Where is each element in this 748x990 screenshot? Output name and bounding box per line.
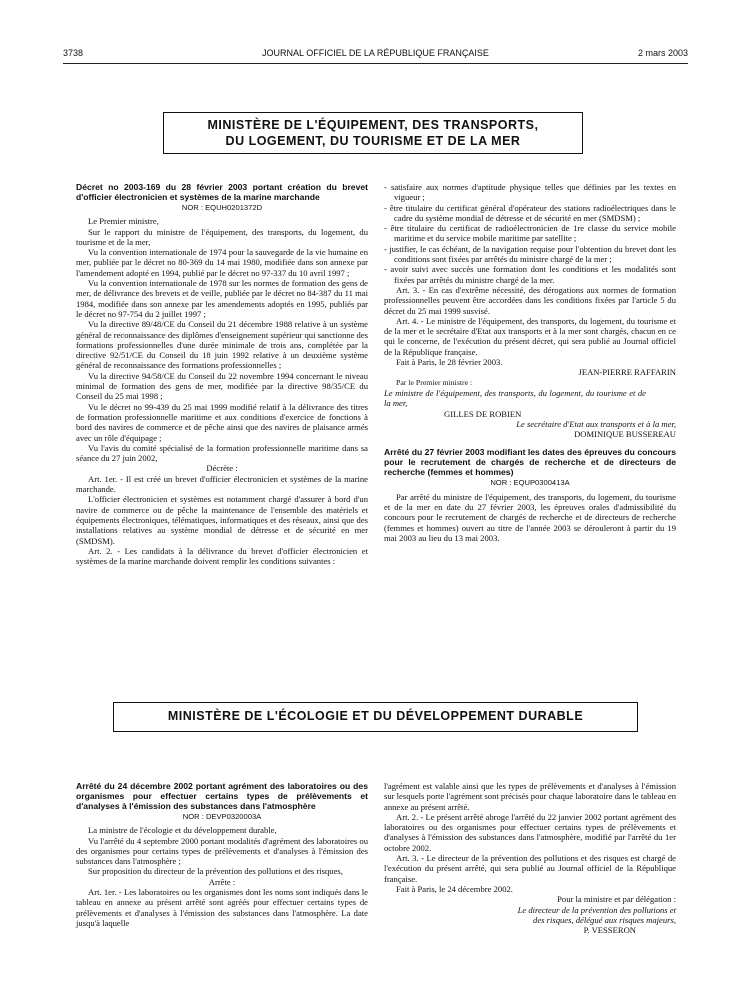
- journal-title: JOURNAL OFFICIEL DE LA RÉPUBLIQUE FRANÇAISE: [262, 48, 489, 58]
- paragraph: L'officier électronicien et systèmes est notamment chargé d'assurer à bord d'un navire de commerce ou de pêche la maintenance de l'ensemble des matériels et équipements électroniques, télématiques, informatiques et des réseaux, ainsi que des installations relatives au système mondial de détresse et de sécurité en mer (SMDSM).: [76, 494, 368, 546]
- column-left-1: [76, 182, 368, 566]
- paragraph: Vu la convention internationale de 1978 sur les normes de formation des gens de mer, de délivrance des brevets et de veille, publiée par le décret no 84-387 du 11 mai 1984, modifiée dans son annexe par les amendements adoptés en 1995, publiés par le décret no 97-754 du 2 juillet 1997 ;: [76, 278, 368, 319]
- condition-item: - être titulaire du certificat général d'opérateur des stations radioélectriques dans le cadre du système mondial de détresse et de sécurité en mer (SMDSM) ;: [384, 202, 676, 223]
- signature-secretary: DOMINIQUE BUSSEREAU: [574, 429, 676, 440]
- paragraph: Sur proposition du directeur de la prévention des pollutions et des risques,: [88, 866, 343, 877]
- arrete2-article-1: Art. 1er. - Les laboratoires ou les organismes dont les noms sont indiqués dans le tableau en annexe au présent arrêté sont agréés pour effectuer certains types de prélèvements et d'analyses à l'émission des substances dans l'atmosphère. La date jusqu'à laquelle: [76, 887, 368, 928]
- minister-title: Le ministre de l'équipement, des transports, du logement, du tourisme et de la mer,: [384, 387, 646, 409]
- ministry-line-2: DU LOGEMENT, DU TOURISME ET DE LA MER: [225, 134, 521, 148]
- paragraph: Vu la directive 89/48/CE du Conseil du 21 décembre 1988 relative à un système général de reconnaissance des diplômes d'enseignement supérieur qui sanctionne des formations professionnelles d'une durée minimale de trois ans, complétée par la directive 92/51/CE du Conseil du 18 juin 1992 relative à un deuxième système général de reconnaissance des formations professionnelles ;: [76, 319, 368, 371]
- done-at: Fait à Paris, le 28 février 2003.: [396, 357, 503, 368]
- signature-minister: GILLES DE ROBIEN: [444, 408, 522, 419]
- decree-verb: Décrète :: [206, 463, 238, 474]
- signature-pm: JEAN-PIERRE RAFFARIN: [578, 367, 676, 378]
- paragraph: Vu l'avis du comité spécialisé de la formation professionnelle maritime dans sa séance du 27 juin 2002,: [76, 442, 368, 464]
- page-header: [63, 48, 688, 62]
- ministry-heading-ecologie: [113, 702, 638, 732]
- ministry-line-1: MINISTÈRE DE L'ÉQUIPEMENT, DES TRANSPORTS,: [207, 118, 539, 132]
- paragraph: Vu la convention internationale de 1974 pour la sauvegarde de la vie humaine en mer, publiée par le décret no 80-369 du 14 mai 1980, modifiée dans son annexe par l'amendement adopté en 1994, publié par le décret no 97-337 du 10 avril 1997 ;: [76, 247, 368, 278]
- decree-nor: NOR : EQUH0201372D: [181, 203, 263, 212]
- issue-date: 2 mars 2003: [637, 48, 688, 58]
- ministry-heading-equipement: [163, 112, 583, 154]
- by-pm: Par le Premier ministre :: [396, 377, 473, 387]
- paragraph: Le Premier ministre,: [88, 216, 159, 227]
- condition-item: - avoir suivi avec succès une formation dont les conditions et les modalités sont fixées par arrêtés du ministre chargé de la mer.: [384, 264, 676, 285]
- condition-item: - être titulaire du certificat de radioélectronicien de 1re classe du service mobile maritime et du service mobile maritime par satellite ;: [384, 223, 676, 244]
- column-right-1: [384, 182, 676, 543]
- condition-item: - satisfaire aux normes d'aptitude physique telles que définies par les textes en vigueur ;: [384, 182, 676, 203]
- article-4: Art. 4. - Le ministre de l'équipement, des transports, du logement, du tourisme et de la mer et le secrétaire d'Etat aux transports et à la mer sont chargés, chacun en ce qui le concerne, de l'exécution du présent décret, qui sera publié au Journal officiel de la République française.: [384, 315, 676, 357]
- decree-title: Décret no 2003-169 du 28 février 2003 portant création du brevet d'officier électronicien et systèmes de la marine marchande: [76, 182, 368, 202]
- paragraph: Vu la directive 94/58/CE du Conseil du 22 novembre 1994 concernant le niveau minimal de formation des gens de mer, modifiée par la directive 98/35/CE du Conseil du 25 mai 1998 ;: [76, 370, 368, 402]
- paragraph: l'agrément est valable ainsi que les types de prélèvements et d'analyses à l'émission sur lesquels porte l'agrément sont précisés pour chaque laboratoire dans le tableau en annexe au présent arrêté.: [384, 781, 676, 812]
- arrete2-article-2: Art. 2. - Le présent arrêté abroge l'arrêté du 22 janvier 2002 portant agrément des laboratoires ou des organismes pour effectuer certains types de prélèvements et d'analyses à l'émission des substances dans l'atmosphère, modifié par l'arrêté du 1er octobre 2002.: [384, 811, 676, 853]
- paragraph: Vu l'arrêté du 4 septembre 2000 portant modalités d'agrément des laboratoires ou des organismes pour certains types de prélèvements et d'analyses à l'émission des substances dans l'atmosphère ;: [76, 835, 368, 867]
- done-at: Fait à Paris, le 24 décembre 2002.: [396, 883, 513, 894]
- delegation: Pour la ministre et par délégation :: [557, 894, 676, 905]
- paragraph: La ministre de l'écologie et du développement durable,: [88, 825, 277, 836]
- article-3: Art. 3. - En cas d'extrême nécessité, des dérogations aux normes de formation professionnelles peuvent être accordées dans les conditions fixées par l'article 5 du décret du 25 mai 1999 susvisé.: [384, 284, 676, 316]
- secretary-title: Le secrétaire d'Etat aux transports et à la mer,: [516, 418, 676, 429]
- column-left-2: [76, 781, 368, 928]
- director-title: Le directeur de la prévention des pollutions et des risques, délégué aux risques majeurs,: [517, 904, 676, 925]
- paragraph: Sur le rapport du ministre de l'équipement, des transports, du logement, du tourisme et de la mer,: [76, 226, 368, 247]
- condition-item: - justifier, le cas échéant, de la navigation requise pour l'obtention du brevet dont les conditions sont fixées par arrêtés du ministre chargé de la mer ;: [384, 243, 676, 265]
- arrete2-article-3: Art. 3. - Le directeur de la prévention des pollutions et des risques est chargé de l'exécution du présent arrêté, qui sera publié au Journal officiel de la République française.: [384, 853, 676, 884]
- column-right-2: [384, 781, 676, 935]
- header-rule: [63, 63, 688, 64]
- page-number: 3738: [63, 48, 84, 58]
- paragraph: Vu le décret no 99-439 du 25 mai 1999 modifié relatif à la délivrance des titres de formation professionnelle maritime et aux conditions d'exercice de fonctions à bord des navires de commerce et de pêche ainsi que des navires de plaisance armés avec un rôle d'équipage ;: [76, 401, 368, 443]
- arrete-body: Par arrêté du ministre de l'équipement, des transports, du logement, du tourisme et de la mer en date du 27 février 2003, les épreuves orales d'admissibilité du concours pour le recrutement de chargés de recherche et de directeurs de recherche (femmes et hommes) ouvert au titre de l'année 2003 se dérouleront à partir du 19 mai 2003 au lieu du 13 mai 2003.: [384, 491, 676, 543]
- arrete2-title: Arrêté du 24 décembre 2002 portant agrément des laboratoires ou des organismes pour effectuer certains types de prélèvements et d'analyses à l'émission des substances dans l'atmosphère: [76, 781, 368, 811]
- arrete2-nor: NOR : DEVP0320003A: [182, 812, 262, 821]
- article-1: Art. 1er. - Il est créé un brevet d'officier électronicien et systèmes de la marine marchande.: [76, 473, 368, 495]
- arrete-nor: NOR : EQUP0300413A: [490, 478, 570, 488]
- signature-director: P. VESSERON: [583, 925, 636, 936]
- arrete2-verb: Arrête :: [208, 876, 236, 887]
- arrete-title: Arrêté du 27 février 2003 modifiant les dates des épreuves du concours pour le recrutement de chargés de recherche et de directeurs de recherche (femmes et hommes): [384, 447, 676, 478]
- article-2: Art. 2. - Les candidats à la délivrance du brevet d'officier électronicien et systèmes de la marine marchande doivent remplir les conditions suivantes :: [76, 545, 368, 567]
- ministry-line-1: MINISTÈRE DE L'ÉCOLOGIE ET DU DÉVELOPPEMENT DURABLE: [167, 709, 584, 723]
